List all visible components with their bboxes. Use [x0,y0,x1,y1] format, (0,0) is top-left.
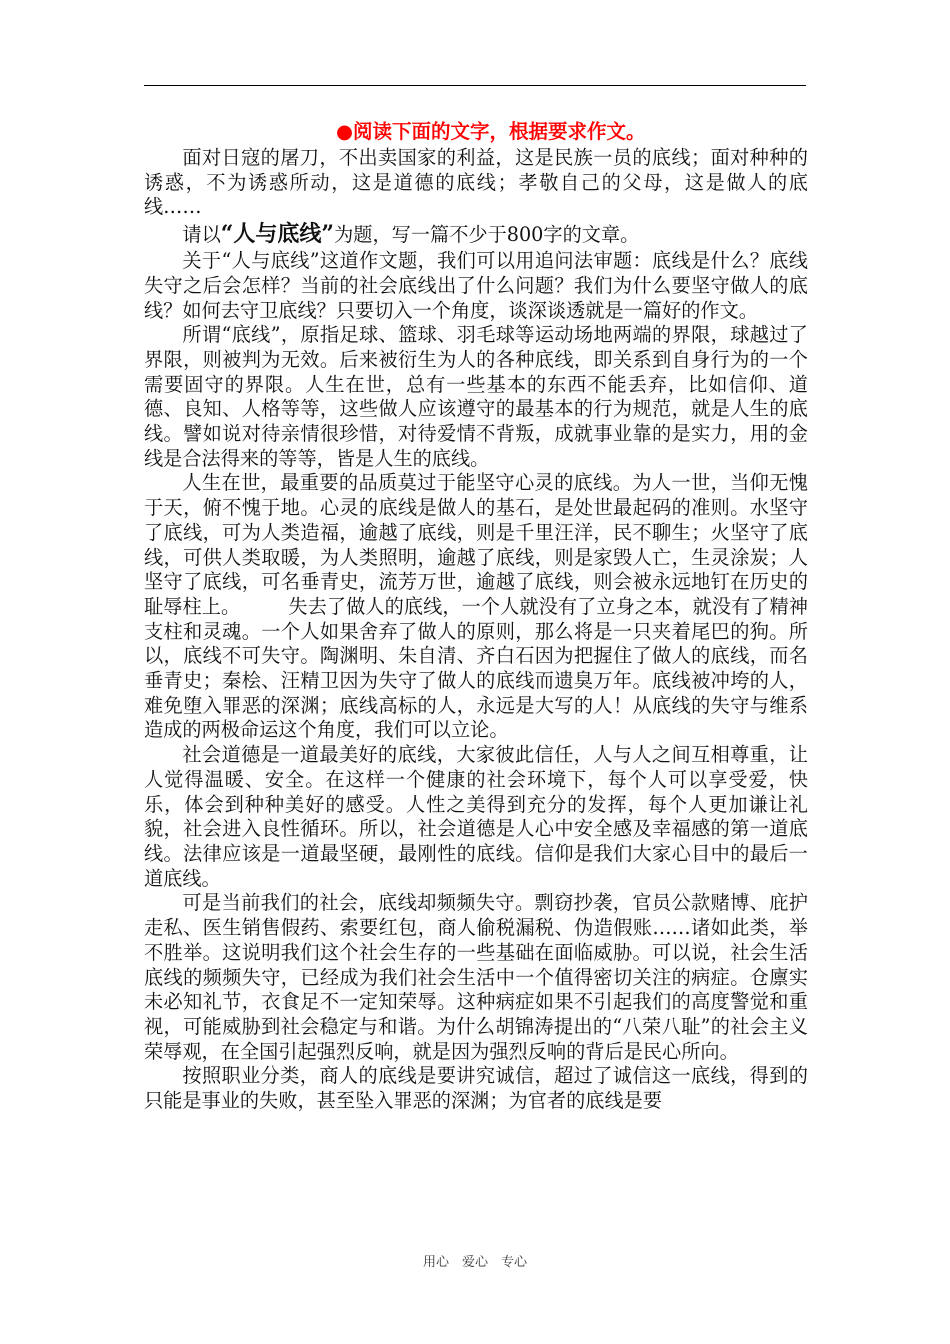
article-body [144,118,808,1114]
body-paragraph: 所谓“底线”，原指足球、篮球、羽毛球等运动场地两端的界限，球越过了界限，则被判为无效。后来被衍生为人的各种底线，即关系到自身行为的一个需要固守的界限。人生在世，总有一些基本的东西不能丢弃，比如信仰、道德、良知、人格等等，这些做人应该遵守的最基本的行为规范，就是人生的底线。譬如说对待亲情很珍惜，对待爱情不背叛，成就事业靠的是实力，用的金线是合法得来的等等，皆是人生的底线。 [144,323,808,470]
body-paragraph: 关于“人与底线”这道作文题，我们可以用追问法审题：底线是什么？底线失守之后会怎样？当前的社会底线出了什么问题？我们为什么要坚守做人的底线？如何去守卫底线？只要切入一个角度，谈深谈透就是一篇好的作文。 [144,249,808,322]
body-paragraph: 可是当前我们的社会，底线却频频失守。剽窃抄袭，官员公款赌博、庇护走私、医生销售假药、索要红包，商人偷税漏税、伪造假账……诸如此类，举不胜举。这说明我们这个社会生存的一些基础在面临威胁。可以说，社会生活底线的频频失守，已经成为我们社会生活中一个值得密切关注的病症。仓廪实未必知礼节，衣食足不一定知荣辱。这种病症如果不引起我们的高度警觉和重视，可能威胁到社会稳定与和谐。为什么胡锦涛提出的“八荣八耻”的社会主义荣辱观，在全国引起强烈反响，就是因为强烈反响的背后是民心所向。 [144,891,808,1063]
prompt-before: 请以 [182,223,221,247]
body-paragraph: 按照职业分类，商人的底线是要讲究诚信，超过了诚信这一底线，得到的只能是事业的失败，甚至坠入罪恶的深渊；为官者的底线是要 [144,1064,808,1113]
header-rule [144,85,806,86]
prompt-paragraph [144,220,808,249]
prompt-title: “人与底线” [220,221,335,248]
page-footer: 用心 爱心 专心 [422,1255,527,1270]
body-paragraph: 社会道德是一道最美好的底线，大家彼此信任，人与人之间互相尊重，让人觉得温暖、安全。在这样一个健康的社会环境下，每个人可以享受爱，快乐，体会到种种美好的感受。人性之美得到充分的发挥，每个人更加谦让礼貌，社会进入良性循环。所以，社会道德是人心中安全感及幸福感的第一道底线。法律应该是一道最坚硬，最刚性的底线。信仰是我们大家心目中的最后一道底线。 [144,743,808,890]
body-paragraph: 人生在世，最重要的品质莫过于能坚守心灵的底线。为人一世，当仰无愧于天，俯不愧于地。心灵的底线是做人的基石，是处世最起码的准则。水坚守了底线，可为人类造福，逾越了底线，则是千里汪洋，民不聊生；火坚守了底线，可供人类取暖，为人类照明，逾越了底线，则是家毁人亡，生灵涂炭；人坚守了底线，可名垂青史，流芳万世，逾越了底线，则会被永远地钉在历史的耻辱柱上。 失去了做人的底线，一个人就没有了立身之本，就没有了精神支柱和灵魂。一个人如果舍弃了做人的原则，那么将是一只夹着尾巴的狗。所以，底线不可失守。陶渊明、朱自清、齐白石因为把握住了做人的底线，而名垂青史；秦桧、汪精卫因为失守了做人的底线而遗臭万年。底线被冲垮的人，难免堕入罪恶的深渊；底线高标的人，永远是大写的人！从底线的失守与维系造成的两极命运这个角度，我们可以立论。 [144,471,808,742]
task-heading: ●阅读下面的文字，根据要求作文。 [336,120,646,143]
intro-paragraph: 面对日寇的屠刀，不出卖国家的利益，这是民族一员的底线；面对种种的诱惑，不为诱惑所动，这是道德的底线；孝敬自己的父母，这是做人的底线…… [144,146,808,219]
prompt-after: 为题，写一篇不少于800字的文章。 [334,223,640,247]
